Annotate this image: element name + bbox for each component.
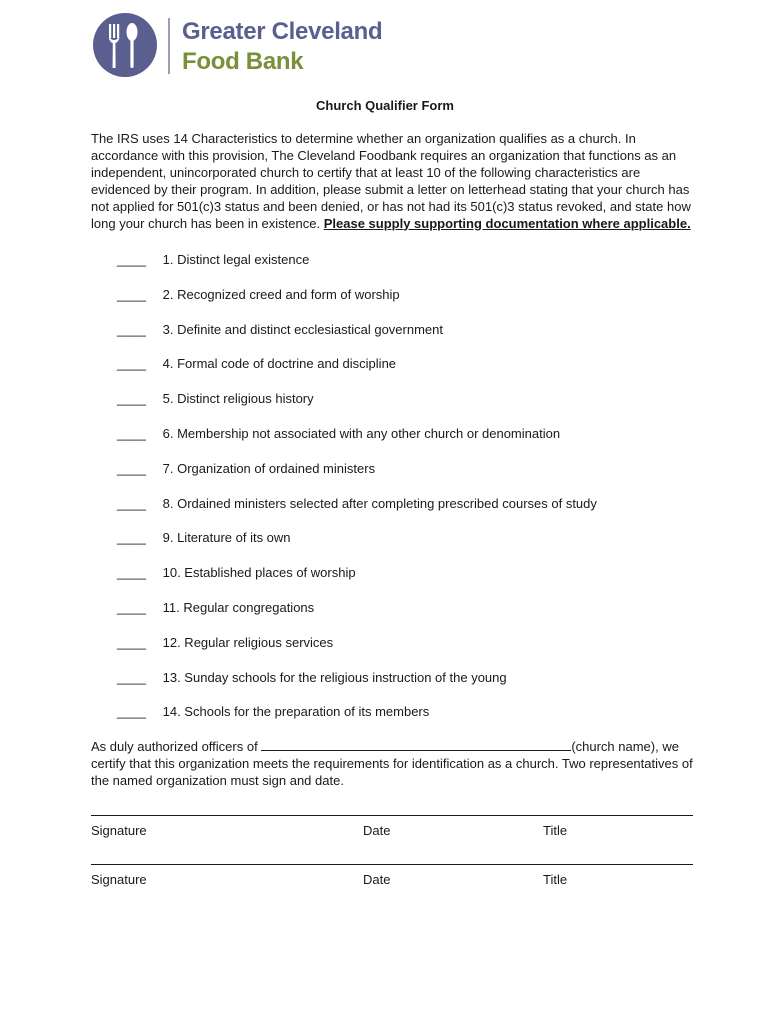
certification-paragraph	[91, 739, 701, 790]
checkbox-blank[interactable]: ____	[117, 599, 146, 615]
signature-label: Signature	[91, 823, 147, 838]
characteristic-item	[117, 251, 597, 286]
characteristic-label: 3. Definite and distinct ecclesiastical government	[162, 321, 443, 337]
logo-divider	[168, 18, 170, 74]
checkbox-blank[interactable]: ____	[117, 356, 146, 372]
characteristic-label: 13. Sunday schools for the religious instruction of the young	[162, 669, 507, 685]
title-label: Title	[543, 872, 568, 887]
characteristic-item	[117, 321, 597, 356]
checkbox-blank[interactable]: ____	[117, 321, 146, 337]
checkbox-blank[interactable]: ____	[117, 495, 146, 511]
logo-text-food-bank: Food Bank	[182, 48, 304, 75]
checkbox-blank[interactable]: ____	[117, 286, 146, 302]
characteristic-label: 12. Regular religious services	[162, 634, 334, 650]
logo-text-greater-cleveland: Greater Cleveland	[182, 18, 383, 45]
checkbox-blank[interactable]: ____	[117, 391, 146, 407]
checkbox-blank[interactable]: ____	[117, 425, 146, 441]
intro-emphasis: Please supply supporting documentation where applicable.	[323, 215, 691, 231]
characteristic-label: 14. Schools for the preparation of its members	[162, 704, 430, 720]
characteristic-item	[117, 286, 597, 321]
characteristic-item	[117, 669, 597, 704]
characteristic-item	[117, 634, 597, 669]
intro-paragraph	[91, 131, 691, 232]
characteristic-item	[117, 390, 597, 425]
characteristic-item	[117, 355, 597, 390]
date-label: Date	[363, 872, 391, 887]
checkbox-blank[interactable]: ____	[117, 460, 146, 476]
characteristic-label: 1. Distinct legal existence	[162, 252, 310, 267]
cert-prefix: As duly authorized officers of	[91, 739, 258, 754]
characteristic-item	[117, 599, 597, 634]
characteristic-label: 9. Literature of its own	[162, 530, 291, 546]
date-label: Date	[363, 823, 391, 838]
fork-spoon-icon	[92, 12, 158, 78]
checkbox-blank[interactable]: ____	[117, 530, 146, 546]
checkbox-blank[interactable]: ____	[117, 669, 146, 685]
characteristic-label: 5. Distinct religious history	[162, 391, 314, 407]
characteristic-label: 11. Regular congregations	[162, 599, 315, 615]
characteristic-label: 6. Membership not associated with any other church or denomination	[162, 425, 561, 441]
characteristic-label: 2. Recognized creed and form of worship	[162, 286, 400, 302]
checkbox-blank[interactable]: ____	[117, 252, 146, 267]
characteristic-item	[117, 703, 597, 738]
characteristic-item	[117, 529, 597, 564]
cert-suffix: (church name), we certify that this organization meets the requirements for identification as a church. Two representatives of the named organization must sign and date.	[91, 739, 693, 788]
signature-line-1[interactable]	[91, 815, 693, 816]
signature-block-2	[91, 864, 693, 900]
form-title: Church Qualifier Form	[316, 98, 454, 113]
checkbox-blank[interactable]: ____	[117, 634, 146, 650]
food-bank-logo	[92, 12, 382, 82]
church-name-field[interactable]	[261, 740, 571, 751]
characteristic-item	[117, 564, 597, 599]
signature-label: Signature	[91, 872, 147, 887]
characteristic-item	[117, 425, 597, 460]
characteristics-list	[117, 251, 597, 738]
signature-block-1	[91, 815, 693, 851]
intro-text: The IRS uses 14 Characteristics to determine whether an organization qualifies as a church. In accordance with this provision, The Cleveland Foodbank requires an organization that functions as an independent, unincorporated church to certify that at least 10 of the following characteristics are evidenced by their program. In addition, please submit a letter on letterhead stating that your church has not applied for 501(c)3 status and been denied, or has not had its 501(c)3 status revoked, and state how long your church has been in existence.	[91, 131, 691, 231]
characteristic-label: 4. Formal code of doctrine and discipline	[162, 356, 397, 372]
characteristic-label: 7. Organization of ordained ministers	[162, 460, 376, 476]
characteristic-label: 10. Established places of worship	[162, 565, 356, 581]
signature-line-2[interactable]	[91, 864, 693, 865]
title-label: Title	[543, 823, 568, 838]
checkbox-blank[interactable]: ____	[117, 704, 146, 720]
checkbox-blank[interactable]: ____	[117, 565, 146, 581]
characteristic-label: 8. Ordained ministers selected after completing prescribed courses of study	[162, 495, 597, 511]
characteristic-item	[117, 495, 597, 530]
characteristic-item	[117, 460, 597, 495]
